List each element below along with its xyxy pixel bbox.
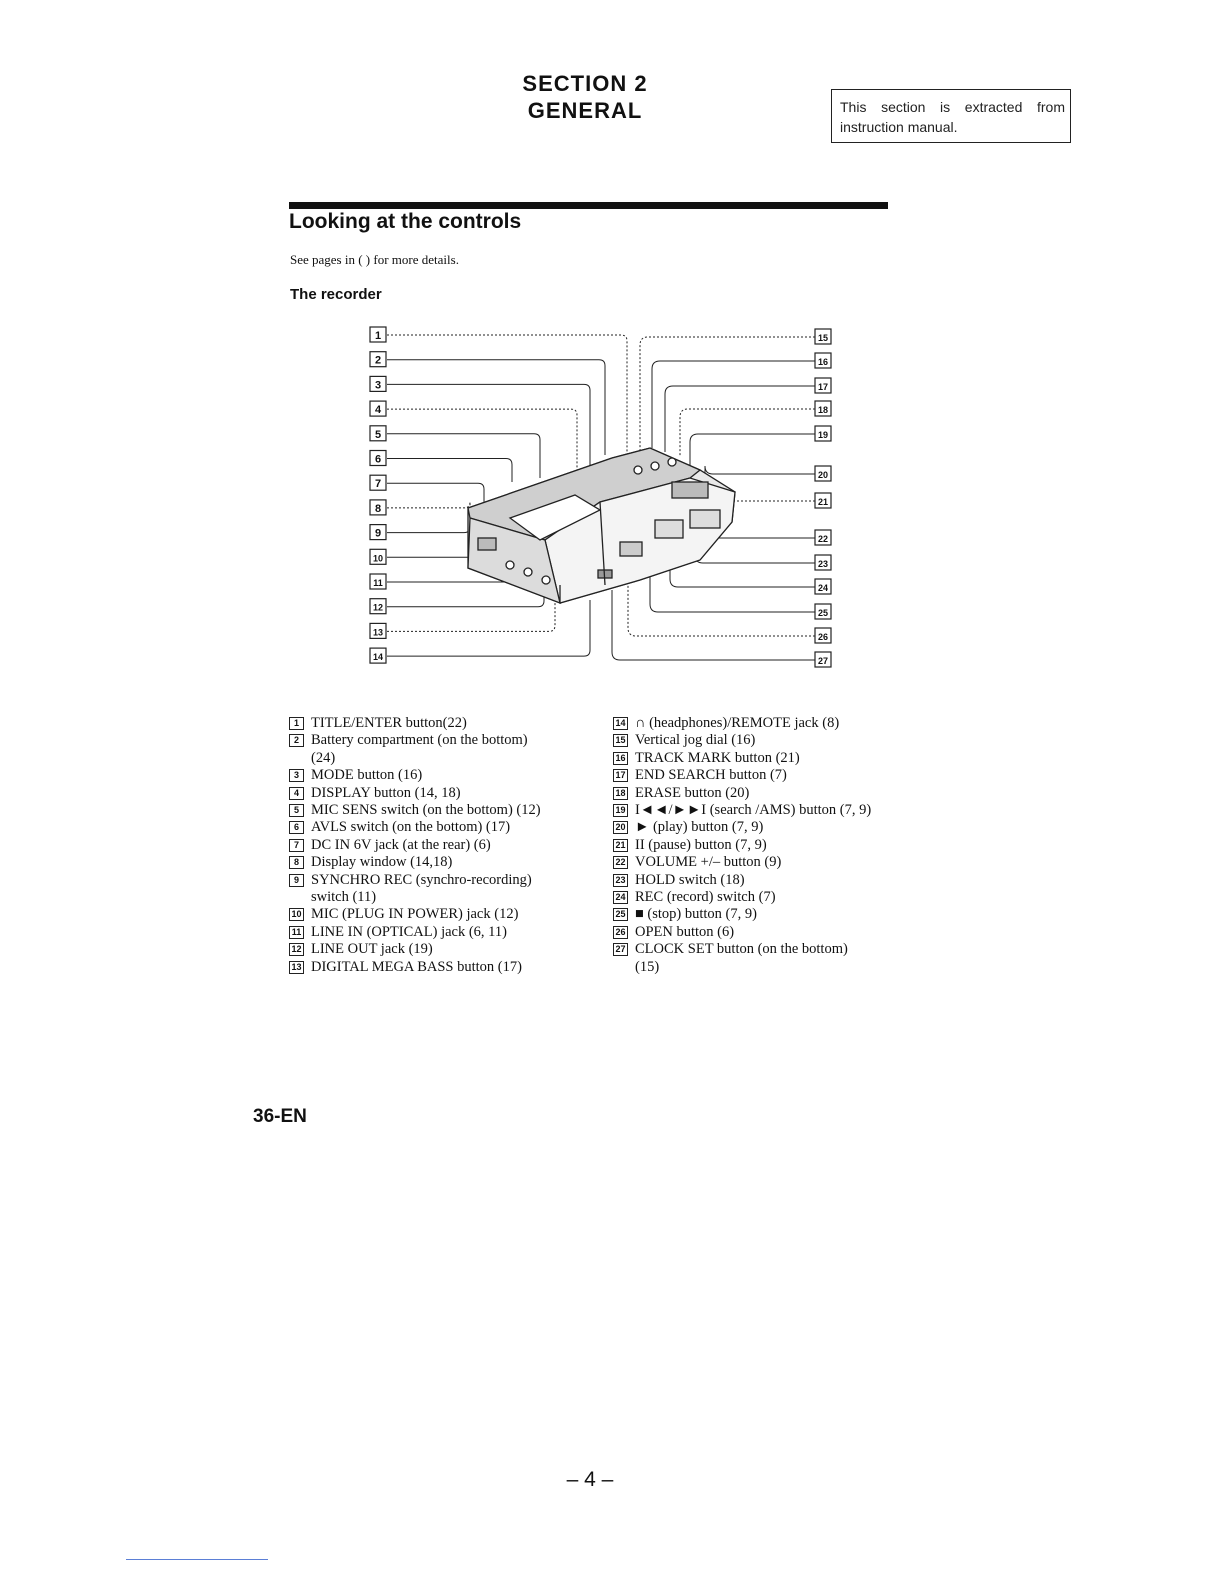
callout-6 (370, 451, 386, 466)
page-subtitle: See pages in ( ) for more details. (290, 252, 459, 267)
callout-label: 26 (817, 632, 829, 642)
list-item (613, 906, 903, 923)
callout-11 (370, 574, 386, 589)
callout-label: 7 (374, 478, 382, 491)
item-text: MIC SENS switch (on the bottom) (12) (311, 802, 541, 819)
item-number-badge: 22 (613, 856, 628, 869)
callout-8 (370, 500, 386, 515)
callout-4 (370, 401, 386, 416)
item-text: Display window (14,18) (311, 854, 453, 871)
leader-line-25 (650, 570, 815, 612)
callout-15 (815, 329, 831, 344)
callout-26 (815, 628, 831, 643)
page-heading: Looking at the controls (289, 210, 522, 233)
leader-line-20 (705, 466, 815, 478)
item-text: II (pause) button (7, 9) (635, 836, 767, 853)
item-text: END SEARCH button (7) (635, 767, 787, 784)
callout-label: 24 (817, 583, 829, 593)
leader-line-17 (665, 386, 815, 452)
list-item (613, 924, 903, 941)
left-callouts (370, 327, 386, 663)
item-text: HOLD switch (18) (635, 871, 745, 888)
item-text: ► (play) button (7, 9) (635, 819, 764, 836)
item-text: DIGITAL MEGA BASS button (17) (311, 958, 522, 975)
list-item (613, 750, 903, 767)
item-number-badge: 6 (289, 821, 304, 834)
list-item (289, 802, 589, 819)
bottom-divider (126, 1559, 268, 1560)
callout-14 (370, 648, 386, 663)
item-text: MIC (PLUG IN POWER) jack (12) (311, 906, 519, 923)
list-item (289, 837, 589, 854)
list-item (289, 872, 589, 907)
callout-18 (815, 401, 831, 416)
item-text: Vertical jog dial (16) (635, 732, 756, 749)
callout-19 (815, 426, 831, 441)
item-number-badge: 11 (289, 926, 304, 939)
callout-label: 5 (374, 428, 382, 441)
callout-label: 27 (817, 656, 829, 666)
item-text: LINE IN (OPTICAL) jack (6, 11) (311, 923, 507, 940)
callout-21 (815, 493, 831, 508)
callout-10 (370, 549, 386, 564)
leader-line-8 (387, 502, 470, 508)
callout-label: 16 (817, 357, 829, 367)
item-number-badge: 26 (613, 926, 628, 939)
item-number-badge: 7 (289, 839, 304, 852)
callout-label: 18 (817, 405, 829, 415)
callout-label: 3 (374, 379, 382, 392)
leader-line-23 (695, 545, 815, 563)
callout-16 (815, 353, 831, 368)
callout-20 (815, 466, 831, 481)
item-text: ■ (stop) button (7, 9) (635, 906, 757, 923)
item-number-badge: 25 (613, 908, 628, 921)
item-number-badge: 27 (613, 943, 628, 956)
list-item (289, 785, 589, 802)
callout-2 (370, 352, 386, 367)
item-text: CLOCK SET button (on the bottom) (635, 941, 848, 958)
right-callouts (815, 329, 831, 667)
list-item (613, 819, 903, 836)
item-text: MODE button (16) (311, 767, 423, 784)
leader-line-2 (387, 360, 605, 455)
controls-list-right (613, 715, 903, 976)
callout-label: 9 (374, 527, 382, 540)
leader-line-19 (690, 434, 815, 468)
list-item (613, 802, 903, 819)
callout-7 (370, 475, 386, 490)
item-number-badge: 15 (613, 734, 628, 747)
callout-label: 21 (817, 497, 829, 507)
note-line-1: This section is extracted from (840, 99, 1065, 115)
leader-line-15 (640, 337, 815, 450)
page-number: – 4 – (566, 1468, 614, 1491)
page-code: 36-EN (253, 1106, 307, 1127)
callout-1 (370, 327, 386, 342)
diagram-subheading: The recorder (290, 286, 382, 303)
callout-17 (815, 378, 831, 393)
item-text-continued: (15) (635, 958, 660, 975)
item-text-continued: switch (11) (311, 889, 377, 906)
callout-label: 15 (817, 333, 829, 343)
callout-label: 25 (817, 608, 829, 618)
section-number: SECTION 2 (522, 71, 648, 96)
callout-13 (370, 623, 386, 638)
leader-line-3 (387, 384, 590, 470)
callout-label: 20 (817, 470, 829, 480)
callout-label: 23 (817, 559, 829, 569)
item-number-badge: 10 (289, 908, 304, 921)
leader-line-27 (612, 590, 815, 660)
item-number-badge: 18 (613, 787, 628, 800)
item-text: ∩ (headphones)/REMOTE jack (8) (635, 715, 840, 731)
note-line-2: instruction manual. (840, 119, 958, 135)
leader-line-16 (652, 361, 815, 448)
list-item (613, 837, 903, 854)
leader-line-4 (387, 409, 577, 475)
item-text-continued: (24) (311, 749, 336, 766)
item-text: LINE OUT jack (19) (311, 941, 433, 958)
item-number-badge: 19 (613, 804, 628, 817)
callout-label: 22 (817, 534, 829, 544)
list-item (289, 941, 589, 958)
callout-22 (815, 530, 831, 545)
list-item (613, 872, 903, 889)
leader-line-12 (387, 592, 544, 607)
list-item (613, 785, 903, 802)
list-item (613, 941, 903, 976)
leader-line-6 (387, 459, 512, 483)
list-item (289, 767, 589, 784)
item-number-badge: 5 (289, 804, 304, 817)
callout-label: 19 (817, 430, 829, 440)
item-number-badge: 17 (613, 769, 628, 782)
callout-label: 8 (374, 502, 382, 515)
item-text: DC IN 6V jack (at the rear) (6) (311, 836, 491, 853)
list-item (289, 715, 589, 732)
item-text: AVLS switch (on the bottom) (17) (311, 819, 511, 836)
list-item (613, 715, 903, 732)
leader-line-5 (387, 434, 540, 478)
item-number-badge: 21 (613, 839, 628, 852)
list-item (613, 732, 903, 749)
callout-24 (815, 579, 831, 594)
item-text: OPEN button (6) (635, 923, 735, 940)
item-number-badge: 3 (289, 769, 304, 782)
item-text: VOLUME +/– button (9) (635, 854, 782, 871)
callout-5 (370, 426, 386, 441)
item-text: REC (record) switch (7) (635, 889, 776, 906)
leader-line-21 (725, 493, 815, 501)
leader-line-18 (680, 409, 815, 456)
item-number-badge: 4 (289, 787, 304, 800)
item-text: TITLE/ENTER button(22) (311, 715, 467, 731)
item-text: Battery compartment (on the bottom) (311, 732, 528, 749)
callout-label: 11 (373, 578, 383, 588)
item-number-badge: 24 (613, 891, 628, 904)
leader-line-24 (670, 560, 815, 587)
list-item (289, 819, 589, 836)
callout-25 (815, 604, 831, 619)
item-number-badge: 23 (613, 874, 628, 887)
leader-line-9 (387, 527, 470, 535)
item-number-badge: 16 (613, 752, 628, 765)
controls-list-left (289, 715, 589, 976)
item-number-badge: 1 (289, 717, 304, 730)
callout-label: 14 (372, 652, 384, 663)
list-item (613, 889, 903, 906)
leader-line-1 (387, 335, 627, 455)
callout-label: 17 (817, 382, 829, 392)
list-item (289, 732, 589, 767)
callout-label: 13 (372, 627, 384, 638)
callout-label: 12 (372, 602, 384, 613)
callout-23 (815, 555, 831, 570)
leader-line-7 (387, 483, 484, 502)
callout-label: 6 (374, 453, 382, 466)
item-number-badge: 13 (289, 961, 304, 974)
list-item (289, 906, 589, 923)
callout-12 (370, 599, 386, 614)
callout-9 (370, 525, 386, 540)
item-number-badge: 2 (289, 734, 304, 747)
callout-3 (370, 376, 386, 391)
list-item (613, 854, 903, 871)
list-item (289, 959, 589, 976)
list-item (289, 854, 589, 871)
leader-line-14 (387, 600, 590, 656)
callout-label: 4 (374, 404, 382, 417)
recorder-device-illustration (468, 448, 735, 603)
item-text: I◄◄/►►I (search /AMS) button (7, 9) (635, 802, 872, 819)
item-number-badge: 14 (613, 717, 628, 730)
section-name: GENERAL (527, 98, 643, 123)
item-text: DISPLAY button (14, 18) (311, 784, 461, 801)
list-item (613, 767, 903, 784)
callout-label: 10 (372, 553, 384, 564)
item-number-badge: 9 (289, 874, 304, 887)
item-text: ERASE button (20) (635, 784, 750, 801)
leader-line-13 (387, 598, 555, 631)
item-text: TRACK MARK button (21) (635, 749, 800, 766)
item-number-badge: 8 (289, 856, 304, 869)
callout-27 (815, 652, 831, 667)
callout-label: 2 (374, 354, 382, 367)
item-number-badge: 20 (613, 821, 628, 834)
callout-label: 1 (374, 330, 382, 342)
item-number-badge: 12 (289, 943, 304, 956)
item-text: SYNCHRO REC (synchro-recording) (311, 871, 532, 888)
list-item (289, 924, 589, 941)
